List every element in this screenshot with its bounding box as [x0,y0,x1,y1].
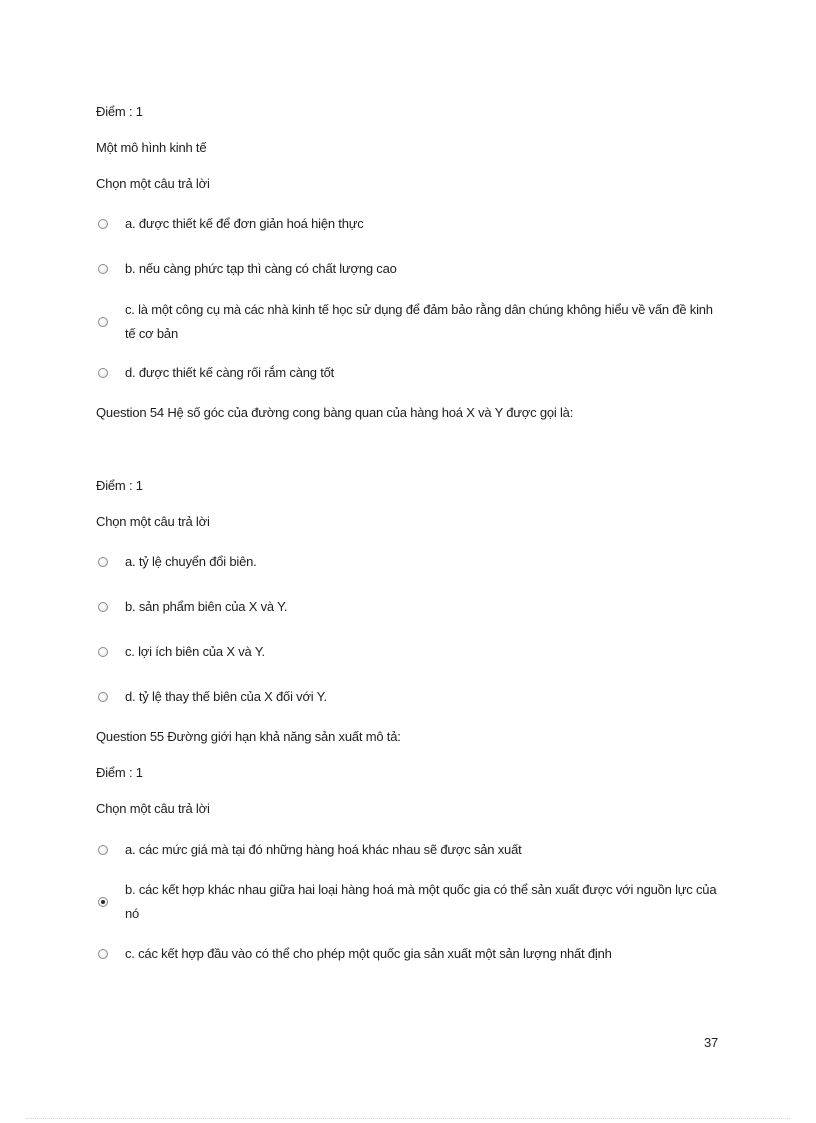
q53-prompt: Chọn một câu trả lời [96,176,210,191]
q55-option-a[interactable] [98,838,725,862]
q53-points: Điểm : 1 [96,104,143,119]
q53-option-c[interactable] [98,298,725,346]
radio-icon[interactable] [98,647,108,657]
q54-question-text: Question 54 Hệ số góc của đường cong bàng quan của hàng hoá X và Y được gọi là: [96,405,574,420]
q53-option-b[interactable] [98,257,725,281]
q53-option-d[interactable] [98,361,725,385]
radio-icon[interactable] [98,317,108,327]
q54-option-a[interactable] [98,550,725,574]
radio-icon[interactable] [98,557,108,567]
q55-option-b[interactable] [98,878,725,926]
q54-option-d-label: d. tỷ lệ thay thế biên của X đối với Y. [125,689,327,704]
q54-option-c[interactable] [98,640,725,664]
radio-icon[interactable] [98,219,108,229]
radio-icon[interactable] [98,949,108,959]
q53-option-c-label: c. là một công cụ mà các nhà kinh tế học sử dụng để đảm bảo rằng dân chúng không hiểu về vấn đề kinh tế cơ bản [125,302,713,341]
q53-option-d-label: d. được thiết kế càng rối rắm càng tốt [125,365,335,380]
q54-option-d[interactable] [98,685,725,709]
radio-icon[interactable] [98,602,108,612]
q53-option-a[interactable] [98,212,725,236]
footer-divider [26,1118,790,1119]
q55-option-a-label: a. các mức giá mà tại đó những hàng hoá khác nhau sẽ được sản xuất [125,842,522,857]
radio-selected-icon[interactable] [98,897,108,907]
radio-icon[interactable] [98,368,108,378]
q54-option-b-label: b. sản phẩm biên của X và Y. [125,599,288,614]
q55-points: Điểm : 1 [96,765,143,780]
radio-icon[interactable] [98,264,108,274]
q55-option-c[interactable] [98,942,725,966]
q54-option-b[interactable] [98,595,725,619]
q53-question-text: Một mô hình kinh tế [96,140,207,155]
q54-option-a-label: a. tỷ lệ chuyển đổi biên. [125,554,257,569]
q55-option-c-label: c. các kết hợp đầu vào có thể cho phép một quốc gia sản xuất một sản lượng nhất định [125,946,612,961]
q53-option-a-label: a. được thiết kế để đơn giản hoá hiện thực [125,216,364,231]
q54-points: Điểm : 1 [96,478,143,493]
q55-prompt: Chọn một câu trả lời [96,801,210,816]
page-number: 37 [704,1035,719,1050]
q53-option-b-label: b. nếu càng phức tạp thì càng có chất lượng cao [125,261,397,276]
radio-icon[interactable] [98,692,108,702]
q55-option-b-label: b. các kết hợp khác nhau giữa hai loại hàng hoá mà một quốc gia có thể sản xuất được với nguồn lực của nó [125,882,717,921]
q54-option-c-label: c. lợi ích biên của X và Y. [125,644,265,659]
q55-question-text: Question 55 Đường giới hạn khả năng sản xuất mô tả: [96,729,401,744]
q54-prompt: Chọn một câu trả lời [96,514,210,529]
radio-icon[interactable] [98,845,108,855]
